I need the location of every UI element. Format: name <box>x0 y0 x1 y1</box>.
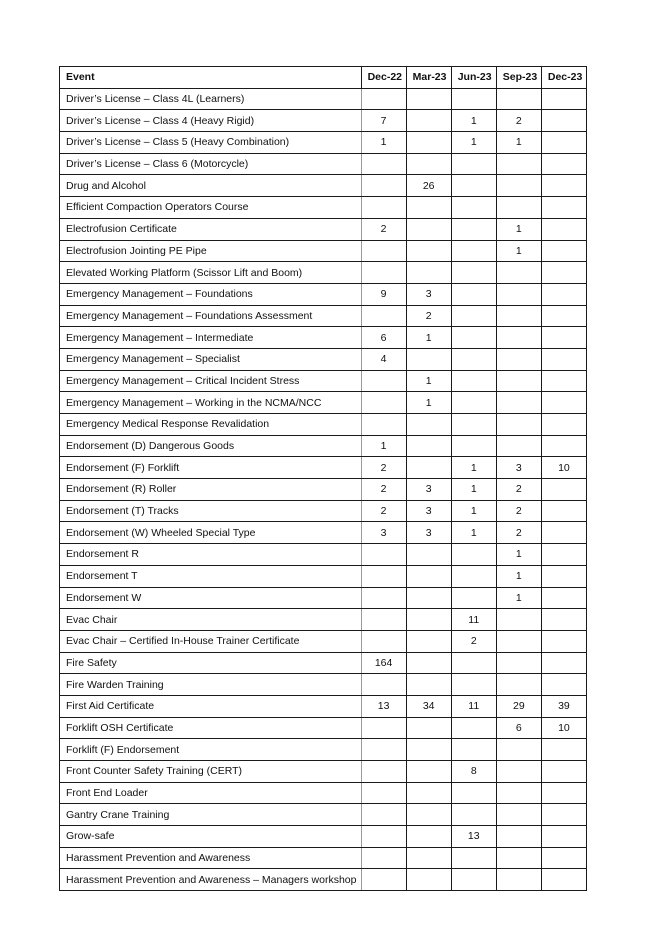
table-row <box>60 565 587 587</box>
count-cell <box>406 544 451 566</box>
count-cell <box>541 283 586 305</box>
count-cell <box>361 630 406 652</box>
count-cell <box>361 240 406 262</box>
count-cell: 1 <box>451 457 496 479</box>
table-row <box>60 262 587 284</box>
count-cell <box>406 153 451 175</box>
count-cell <box>406 630 451 652</box>
event-name-cell: Emergency Management – Foundations Assessment <box>60 305 362 327</box>
table-row <box>60 392 587 414</box>
count-cell <box>406 262 451 284</box>
table-row <box>60 630 587 652</box>
count-cell <box>451 782 496 804</box>
count-cell <box>541 630 586 652</box>
count-cell: 6 <box>496 717 541 739</box>
count-cell <box>541 262 586 284</box>
count-cell <box>451 869 496 891</box>
column-header-dec-22: Dec-22 <box>361 67 406 89</box>
count-cell <box>496 327 541 349</box>
table-row <box>60 500 587 522</box>
count-cell <box>541 565 586 587</box>
count-cell: 2 <box>496 479 541 501</box>
count-cell: 1 <box>451 132 496 154</box>
count-cell: 9 <box>361 283 406 305</box>
column-header-dec-23: Dec-23 <box>541 67 586 89</box>
count-cell <box>541 804 586 826</box>
count-cell: 2 <box>496 110 541 132</box>
count-cell <box>541 88 586 110</box>
table-row <box>60 869 587 891</box>
count-cell: 2 <box>496 500 541 522</box>
table-row <box>60 674 587 696</box>
table-row <box>60 522 587 544</box>
count-cell <box>541 240 586 262</box>
count-cell <box>451 847 496 869</box>
count-cell <box>541 153 586 175</box>
count-cell <box>451 262 496 284</box>
count-cell: 2 <box>406 305 451 327</box>
count-cell <box>541 500 586 522</box>
table-row <box>60 327 587 349</box>
count-cell <box>361 869 406 891</box>
count-cell <box>406 609 451 631</box>
count-cell <box>406 826 451 848</box>
count-cell <box>496 197 541 219</box>
count-cell <box>541 435 586 457</box>
count-cell: 3 <box>406 500 451 522</box>
count-cell <box>541 782 586 804</box>
count-cell <box>496 826 541 848</box>
count-cell <box>361 782 406 804</box>
count-cell: 1 <box>361 435 406 457</box>
count-cell <box>496 305 541 327</box>
count-cell: 3 <box>361 522 406 544</box>
count-cell <box>541 132 586 154</box>
table-row <box>60 826 587 848</box>
count-cell <box>496 782 541 804</box>
event-name-cell: Emergency Medical Response Revalidation <box>60 414 362 436</box>
count-cell <box>541 609 586 631</box>
event-name-cell: Emergency Management – Intermediate <box>60 327 362 349</box>
count-cell <box>541 218 586 240</box>
event-name-cell: Harassment Prevention and Awareness <box>60 847 362 869</box>
event-name-cell: First Aid Certificate <box>60 695 362 717</box>
table-row <box>60 370 587 392</box>
count-cell <box>361 88 406 110</box>
count-cell <box>451 565 496 587</box>
table-row <box>60 175 587 197</box>
event-name-cell: Grow-safe <box>60 826 362 848</box>
table-row <box>60 544 587 566</box>
event-name-cell: Endorsement W <box>60 587 362 609</box>
count-cell <box>406 652 451 674</box>
count-cell <box>361 674 406 696</box>
count-cell <box>406 240 451 262</box>
count-cell <box>406 457 451 479</box>
count-cell <box>361 262 406 284</box>
event-name-cell: Endorsement T <box>60 565 362 587</box>
count-cell <box>361 305 406 327</box>
event-name-cell: Driver’s License – Class 4 (Heavy Rigid) <box>60 110 362 132</box>
count-cell <box>361 544 406 566</box>
table-row <box>60 88 587 110</box>
count-cell <box>541 479 586 501</box>
count-cell <box>361 175 406 197</box>
table-row <box>60 652 587 674</box>
event-name-cell: Endorsement (D) Dangerous Goods <box>60 435 362 457</box>
table-row <box>60 609 587 631</box>
event-name-cell: Harassment Prevention and Awareness – Managers workshop <box>60 869 362 891</box>
count-cell <box>496 88 541 110</box>
count-cell <box>406 761 451 783</box>
count-cell <box>406 218 451 240</box>
count-cell <box>496 674 541 696</box>
count-cell: 1 <box>451 500 496 522</box>
column-header-sep-23: Sep-23 <box>496 67 541 89</box>
count-cell <box>406 804 451 826</box>
count-cell <box>496 283 541 305</box>
count-cell <box>406 782 451 804</box>
count-cell: 10 <box>541 457 586 479</box>
table-row <box>60 218 587 240</box>
count-cell <box>541 587 586 609</box>
count-cell <box>451 348 496 370</box>
count-cell: 1 <box>451 110 496 132</box>
count-cell: 2 <box>496 522 541 544</box>
count-cell <box>361 761 406 783</box>
count-cell <box>451 218 496 240</box>
count-cell <box>406 110 451 132</box>
count-cell <box>406 587 451 609</box>
count-cell <box>496 392 541 414</box>
count-cell: 1 <box>496 565 541 587</box>
count-cell <box>541 869 586 891</box>
table-row <box>60 197 587 219</box>
count-cell: 3 <box>406 522 451 544</box>
count-cell <box>541 674 586 696</box>
count-cell <box>496 175 541 197</box>
count-cell: 2 <box>361 500 406 522</box>
count-cell <box>451 370 496 392</box>
count-cell <box>496 761 541 783</box>
count-cell <box>541 761 586 783</box>
count-cell: 1 <box>496 544 541 566</box>
count-cell: 2 <box>361 479 406 501</box>
count-cell <box>496 609 541 631</box>
count-cell <box>406 739 451 761</box>
table-row <box>60 153 587 175</box>
count-cell <box>361 565 406 587</box>
count-cell <box>361 587 406 609</box>
event-name-cell: Forklift OSH Certificate <box>60 717 362 739</box>
count-cell <box>541 652 586 674</box>
event-name-cell: Emergency Management – Foundations <box>60 283 362 305</box>
count-cell <box>541 544 586 566</box>
count-cell <box>406 717 451 739</box>
count-cell <box>451 88 496 110</box>
count-cell <box>451 544 496 566</box>
column-header-jun-23: Jun-23 <box>451 67 496 89</box>
count-cell <box>406 565 451 587</box>
event-name-cell: Forklift (F) Endorsement <box>60 739 362 761</box>
count-cell: 1 <box>406 392 451 414</box>
table-row <box>60 782 587 804</box>
count-cell <box>361 826 406 848</box>
count-cell <box>406 435 451 457</box>
count-cell: 2 <box>361 457 406 479</box>
event-name-cell: Emergency Management – Working in the NCMA/NCC <box>60 392 362 414</box>
table-row <box>60 847 587 869</box>
count-cell <box>541 348 586 370</box>
count-cell <box>541 110 586 132</box>
count-cell: 1 <box>451 479 496 501</box>
count-cell <box>361 153 406 175</box>
count-cell <box>451 283 496 305</box>
count-cell <box>361 197 406 219</box>
count-cell <box>451 305 496 327</box>
column-header-event: Event <box>60 67 362 89</box>
table-row <box>60 305 587 327</box>
count-cell <box>496 348 541 370</box>
table-row <box>60 479 587 501</box>
count-cell <box>451 240 496 262</box>
count-cell: 3 <box>406 283 451 305</box>
count-cell: 1 <box>496 132 541 154</box>
count-cell: 2 <box>361 218 406 240</box>
count-cell <box>451 153 496 175</box>
count-cell <box>406 869 451 891</box>
table-row <box>60 587 587 609</box>
count-cell <box>451 587 496 609</box>
count-cell <box>361 804 406 826</box>
table-header-row <box>60 67 587 89</box>
count-cell: 11 <box>451 695 496 717</box>
count-cell <box>496 652 541 674</box>
event-name-cell: Driver’s License – Class 4L (Learners) <box>60 88 362 110</box>
event-name-cell: Driver’s License – Class 6 (Motorcycle) <box>60 153 362 175</box>
count-cell <box>451 674 496 696</box>
count-cell <box>451 414 496 436</box>
event-name-cell: Endorsement (T) Tracks <box>60 500 362 522</box>
table-row <box>60 110 587 132</box>
column-header-mar-23: Mar-23 <box>406 67 451 89</box>
count-cell <box>541 327 586 349</box>
count-cell: 3 <box>496 457 541 479</box>
count-cell <box>541 414 586 436</box>
count-cell <box>451 327 496 349</box>
count-cell <box>361 414 406 436</box>
count-cell: 34 <box>406 695 451 717</box>
count-cell <box>406 674 451 696</box>
count-cell <box>496 262 541 284</box>
count-cell <box>496 414 541 436</box>
count-cell <box>361 717 406 739</box>
count-cell <box>406 88 451 110</box>
count-cell <box>541 847 586 869</box>
count-cell <box>496 869 541 891</box>
table-row <box>60 457 587 479</box>
count-cell: 1 <box>451 522 496 544</box>
table-row <box>60 348 587 370</box>
training-events-table <box>59 66 587 891</box>
count-cell <box>361 609 406 631</box>
count-cell <box>541 522 586 544</box>
count-cell: 4 <box>361 348 406 370</box>
table-row <box>60 717 587 739</box>
count-cell <box>496 847 541 869</box>
count-cell: 26 <box>406 175 451 197</box>
count-cell <box>406 132 451 154</box>
count-cell <box>451 804 496 826</box>
count-cell <box>451 739 496 761</box>
event-name-cell: Emergency Management – Critical Incident Stress <box>60 370 362 392</box>
count-cell <box>496 153 541 175</box>
count-cell <box>496 739 541 761</box>
table-row <box>60 695 587 717</box>
count-cell: 1 <box>406 370 451 392</box>
count-cell <box>406 847 451 869</box>
event-name-cell: Electrofusion Certificate <box>60 218 362 240</box>
count-cell <box>496 370 541 392</box>
count-cell: 3 <box>406 479 451 501</box>
table-row <box>60 761 587 783</box>
table-row <box>60 414 587 436</box>
count-cell <box>451 717 496 739</box>
count-cell: 164 <box>361 652 406 674</box>
count-cell <box>361 739 406 761</box>
count-cell: 29 <box>496 695 541 717</box>
count-cell <box>541 175 586 197</box>
count-cell: 1 <box>496 240 541 262</box>
count-cell <box>451 435 496 457</box>
event-name-cell: Efficient Compaction Operators Course <box>60 197 362 219</box>
count-cell <box>496 435 541 457</box>
table-row <box>60 132 587 154</box>
count-cell: 13 <box>451 826 496 848</box>
table-row <box>60 283 587 305</box>
event-name-cell: Front Counter Safety Training (CERT) <box>60 761 362 783</box>
count-cell <box>406 414 451 436</box>
count-cell: 8 <box>451 761 496 783</box>
count-cell: 11 <box>451 609 496 631</box>
count-cell <box>451 392 496 414</box>
event-name-cell: Endorsement (R) Roller <box>60 479 362 501</box>
count-cell <box>361 392 406 414</box>
count-cell: 1 <box>496 587 541 609</box>
count-cell: 1 <box>406 327 451 349</box>
event-name-cell: Gantry Crane Training <box>60 804 362 826</box>
count-cell <box>451 652 496 674</box>
event-name-cell: Fire Warden Training <box>60 674 362 696</box>
count-cell: 10 <box>541 717 586 739</box>
count-cell: 2 <box>451 630 496 652</box>
count-cell <box>361 370 406 392</box>
count-cell <box>451 197 496 219</box>
event-name-cell: Driver’s License – Class 5 (Heavy Combination) <box>60 132 362 154</box>
event-name-cell: Endorsement (W) Wheeled Special Type <box>60 522 362 544</box>
count-cell <box>541 305 586 327</box>
count-cell <box>406 197 451 219</box>
count-cell: 13 <box>361 695 406 717</box>
count-cell: 1 <box>361 132 406 154</box>
event-name-cell: Elevated Working Platform (Scissor Lift and Boom) <box>60 262 362 284</box>
event-name-cell: Evac Chair – Certified In-House Trainer Certificate <box>60 630 362 652</box>
count-cell: 39 <box>541 695 586 717</box>
count-cell <box>361 847 406 869</box>
count-cell <box>496 804 541 826</box>
count-cell <box>541 392 586 414</box>
event-name-cell: Front End Loader <box>60 782 362 804</box>
count-cell <box>541 370 586 392</box>
table-row <box>60 435 587 457</box>
count-cell <box>541 826 586 848</box>
event-name-cell: Evac Chair <box>60 609 362 631</box>
event-name-cell: Drug and Alcohol <box>60 175 362 197</box>
table-row <box>60 240 587 262</box>
event-name-cell: Emergency Management – Specialist <box>60 348 362 370</box>
count-cell: 1 <box>496 218 541 240</box>
event-name-cell: Endorsement R <box>60 544 362 566</box>
event-name-cell: Electrofusion Jointing PE Pipe <box>60 240 362 262</box>
count-cell <box>451 175 496 197</box>
count-cell <box>496 630 541 652</box>
count-cell <box>406 348 451 370</box>
table-row <box>60 739 587 761</box>
count-cell <box>541 739 586 761</box>
count-cell: 6 <box>361 327 406 349</box>
event-name-cell: Fire Safety <box>60 652 362 674</box>
count-cell <box>541 197 586 219</box>
table-row <box>60 804 587 826</box>
event-name-cell: Endorsement (F) Forklift <box>60 457 362 479</box>
count-cell: 7 <box>361 110 406 132</box>
